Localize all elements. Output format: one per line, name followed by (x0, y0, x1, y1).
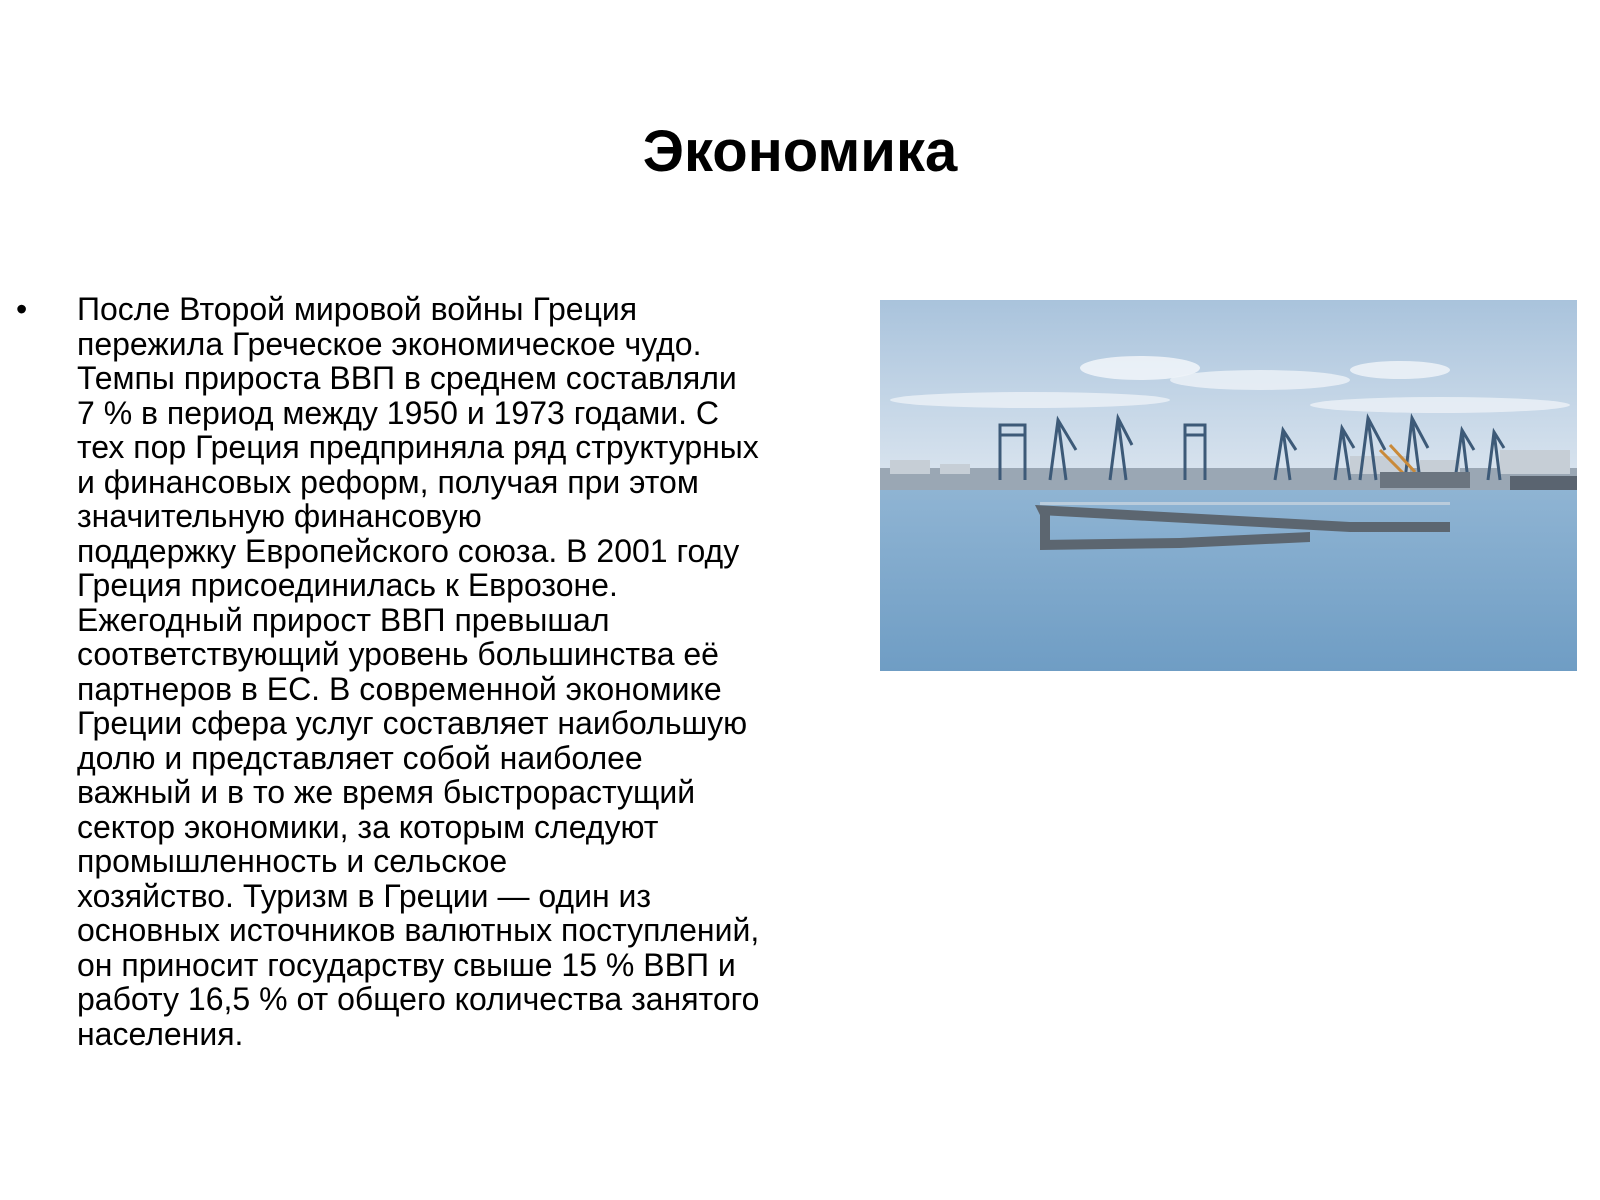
coastline (880, 468, 1577, 490)
cloud (1350, 361, 1450, 379)
bullet-marker: • (16, 291, 28, 327)
cloud (1170, 370, 1350, 390)
bullet-text: После Второй мировой войны Греция пережила Греческое экономическое чудо. Темпы прироста ВВП в среднем составляли 7 % в период между 1950 и 1973 годами. С тех пор Греция предприняла ряд структурных и финансовых реформ, получая при этом значительную финансовую поддержку Европейского союза. В 2001 году Греция присоединилась к Еврозоне. Ежегодный прирост ВВП превышал соответствующий уровень большинства её партнеров в ЕС. В современной экономике Греции сфера услуг составляет наибольшую долю и представляет собой наиболее важный и в то же время быстрорастущий сектор экономики, за которым следуют промышленность и сельское хозяйство. Туризм в Греции — один из основных источников валютных поступлений, он приносит государству свыше 15 % ВВП и работу 16,5 % от общего количества занятого населения. (77, 291, 760, 1052)
pier-highlight (1040, 502, 1450, 505)
harbor-photo-icon (880, 300, 1577, 671)
cloud (1310, 397, 1570, 413)
harbor-photo (880, 300, 1577, 671)
slide-title: Экономика (642, 119, 958, 184)
ship (1510, 476, 1577, 490)
cloud (890, 392, 1170, 408)
ship (1380, 472, 1470, 488)
